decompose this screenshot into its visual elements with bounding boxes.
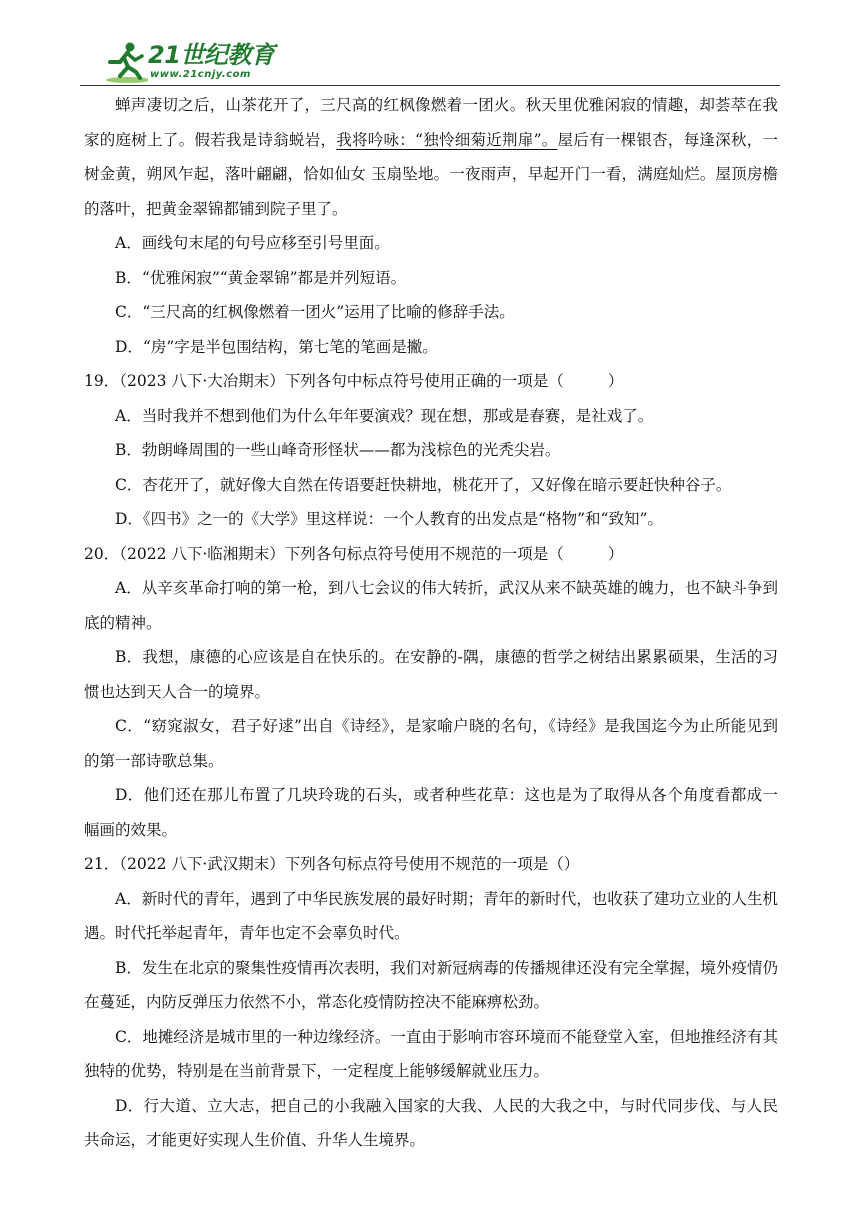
q20-source: （2022 八下·临湘期末） xyxy=(119,544,285,563)
q19-option-a: A．当时我并不想到他们为什么年年要演戏？现在想，那或是春赛，是社戏了。 xyxy=(115,406,654,425)
q21-option-a: A．新时代的青年，遇到了中华民族发展的最好时期；青年的新时代，也收获了建功立业的人生机遇。时代托举起青年，青年也定不会辜负时代。 xyxy=(84,889,778,942)
q18-option-c: C．“三尺高的红枫像燃着一团火”运用了比喻的修辞手法。 xyxy=(115,303,515,321)
underlined-sentence: 我将吟咏：“独怜细菊近荆扉”。 xyxy=(336,130,558,149)
q20-option-d: D．他们还在那儿布置了几块玲珑的石头，或者种些花草：这也是为了取得从各个角度看都成一幅画的效果。 xyxy=(84,786,778,839)
running-man-icon xyxy=(102,40,148,84)
logo-url: www.21cnjy.com xyxy=(150,69,251,80)
reading-passage xyxy=(84,88,778,226)
q18-option-d: D．“房”字是半包围结构，第七笔的笔画是撇。 xyxy=(115,337,438,356)
passage-text-1: 蝉声凄切之后，山茶花开了，三尺高的红枫像燃着一团火。秋天里优雅闲寂的情趣，却荟萃在我家的庭树上了。假若我是诗翁蜕岩， xyxy=(84,96,778,149)
q19-source: （2023 八下·大冶期末） xyxy=(119,372,285,390)
q21-option-c: C．地摊经济是城市里的一种边缘经济。一直由于影响市容环境而不能登堂入室，但地推经济有其独特的优势，特别是在当前背景下，一定程度上能够缓解就业压力。 xyxy=(84,1027,778,1080)
q19-option-b: B．勃朗峰周围的一些山峰奇形怪状——都为浅棕色的光秃尖岩。 xyxy=(115,441,561,459)
q20-stem: 下列各句标点符号使用不规范的一项是（ xyxy=(284,544,564,563)
q19-stem: 下列各句中标点符号使用正确的一项是（ xyxy=(284,372,564,390)
document-body xyxy=(84,88,778,1158)
q21-stem: 下列各句标点符号使用不规范的一项是（） xyxy=(284,855,580,873)
q21-option-d: D．行大道、立大志，把自己的小我融入国家的大我、人民的大我之中，与时代同步伐、与人民共命运，才能更好实现人生价值、升华人生境界。 xyxy=(84,1096,778,1149)
q19-option-c: C．杏花开了，就好像大自然在传语要赶快耕地，桃花开了，又好像在暗示要赶快种谷子。 xyxy=(115,475,732,494)
q18-option-b: B．“优雅闲寂”“黄金翠锦”都是并列短语。 xyxy=(115,268,407,287)
question-19 xyxy=(84,364,778,399)
question-21 xyxy=(84,847,778,882)
q20-number: 20． xyxy=(84,544,120,563)
header-divider xyxy=(80,85,780,86)
q20-close: ） xyxy=(607,544,624,563)
question-20 xyxy=(84,537,778,572)
q21-number: 21． xyxy=(84,855,120,873)
q21-source: （2022 八下·武汉期末） xyxy=(119,855,285,873)
q19-number: 19． xyxy=(84,372,120,390)
page-header xyxy=(80,34,780,86)
q20-option-a: A．从辛亥革命打响的第一枪，到八七会议的伟大转折，武汉从来不缺英雄的魄力，也不缺斗争到底的精神。 xyxy=(84,579,778,632)
logo xyxy=(102,40,302,86)
q20-option-c: C．“窈窕淑女，君子好逑”出自《诗经》，是家喻户晓的名句，《诗经》是我国迄今为止所能见到的第一部诗歌总集。 xyxy=(84,717,778,770)
q19-close: ） xyxy=(607,372,624,390)
q20-option-b: B．我想，康德的心应该是自在快乐的。在安静的-隅，康德的哲学之树结出累累硕果，生活的习惯也达到天人合一的境界。 xyxy=(84,648,778,701)
q21-option-b: B．发生在北京的聚集性疫情再次表明，我们对新冠病毒的传播规律还没有完全掌握，境外疫情仍在蔓延，内防反弹压力依然不小，常态化疫情防控决不能麻痹松劲。 xyxy=(84,958,778,1011)
logo-title: 21世纪教育 xyxy=(148,41,275,69)
passage-text-2: 屋后有一棵银杏，每逢深秋，一树金黄，朔风乍起，落叶翩翩，恰如仙女 玉扇坠地。一夜雨声，早起开门一看，满庭灿烂。屋顶房檐的落叶，把黄金翠锦都铺到院子里了。 xyxy=(84,130,778,218)
q18-option-a: A．画线句末尾的句号应移至引号里面。 xyxy=(115,234,390,252)
q19-option-d: D．《四书》之一的《大学》里这样说：一个人教育的出发点是“格物”和“致知”。 xyxy=(115,510,663,528)
